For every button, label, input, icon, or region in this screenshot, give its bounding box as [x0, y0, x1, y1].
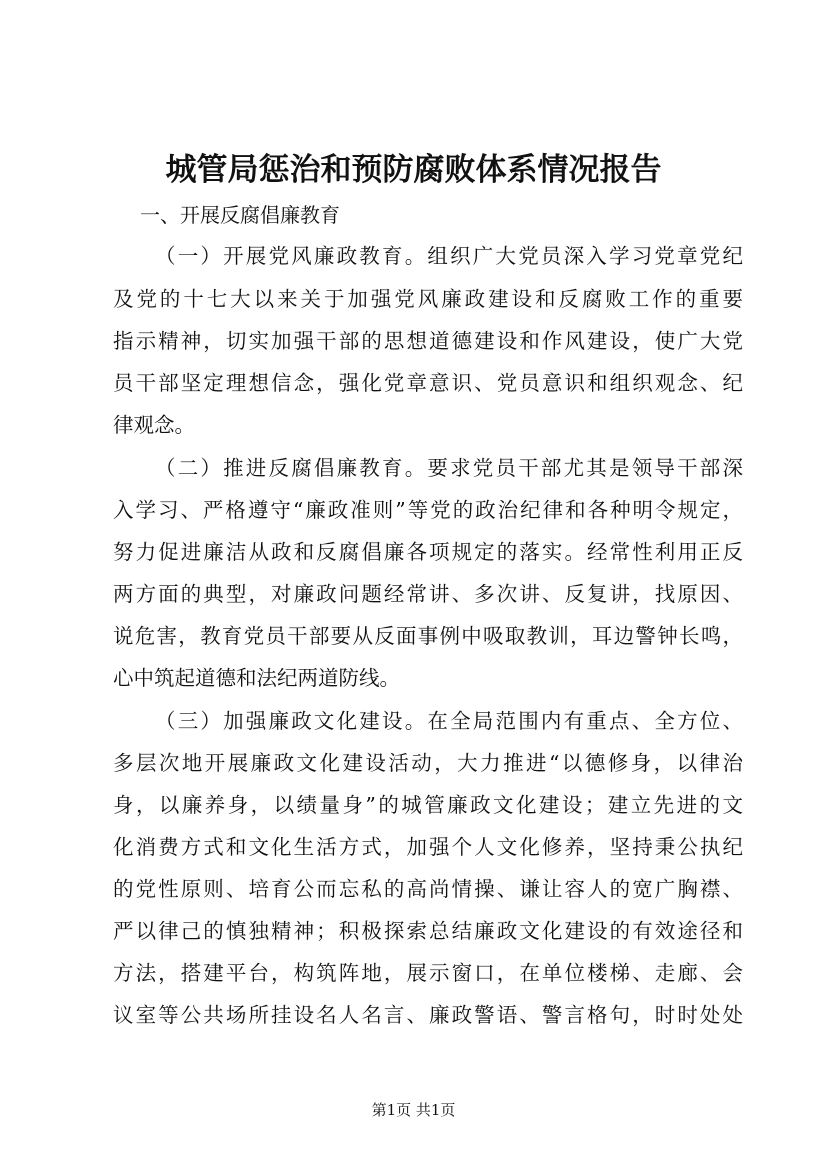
paragraph-line: （二）推进反腐倡廉教育。要求党员干部尤其是领导干部深	[155, 456, 743, 480]
page-footer: 第1页 共1页	[371, 1101, 456, 1119]
paragraph-line: （一）开展党风廉政教育。组织广大党员深入学习党章党纪	[155, 244, 743, 268]
paragraph-line: 的党性原则、培育公而忘私的高尚情操、谦让容人的宽广胸襟、	[113, 877, 743, 901]
paragraph-line: 入学习、严格遵守“廉政准则”等党的政治纪律和各种明令规定，	[113, 498, 743, 522]
paragraph-line: 方法，搭建平台，构筑阵地，展示窗口，在单位楼梯、走廊、会	[113, 961, 743, 985]
section-heading: 一、开展反腐倡廉教育	[140, 203, 340, 227]
paragraph-line: 化消费方式和文化生活方式，加强个人文化修养，坚持秉公执纪	[113, 835, 743, 859]
paragraph-line: （三）加强廉政文化建设。在全局范围内有重点、全方位、	[155, 709, 743, 733]
paragraph-line: 及党的十七大以来关于加强党风廉政建设和反腐败工作的重要	[113, 287, 743, 311]
paragraph-line: 议室等公共场所挂设名人名言、廉政警语、警言格句，时时处处	[113, 1003, 743, 1027]
paragraph-line: 多层次地开展廉政文化建设活动，大力推进“以德修身，以律治	[113, 751, 743, 775]
paragraph-line: 指示精神，切实加强干部的思想道德建设和作风建设，使广大党	[113, 329, 743, 353]
document-title: 城管局惩治和预防腐败体系情况报告	[165, 152, 662, 188]
paragraph-line: 身，以廉养身，以绩量身”的城管廉政文化建设；建立先进的文	[113, 793, 743, 817]
paragraph-line: 严以律己的慎独精神；积极探索总结廉政文化建设的有效途径和	[113, 919, 743, 943]
paragraph-line: 两方面的典型，对廉政问题经常讲、多次讲、反复讲，找原因、	[113, 582, 743, 606]
paragraph-line: 说危害，教育党员干部要从反面事例中吸取教训，耳边警钟长鸣，	[113, 624, 743, 648]
paragraph-line: 律观念。	[113, 413, 195, 437]
paragraph-line: 努力促进廉洁从政和反腐倡廉各项规定的落实。经常性利用正反	[113, 540, 743, 564]
paragraph-line: 员干部坚定理想信念，强化党章意识、党员意识和组织观念、纪	[113, 371, 743, 395]
paragraph-line: 心中筑起道德和法纪两道防线。	[113, 666, 400, 690]
